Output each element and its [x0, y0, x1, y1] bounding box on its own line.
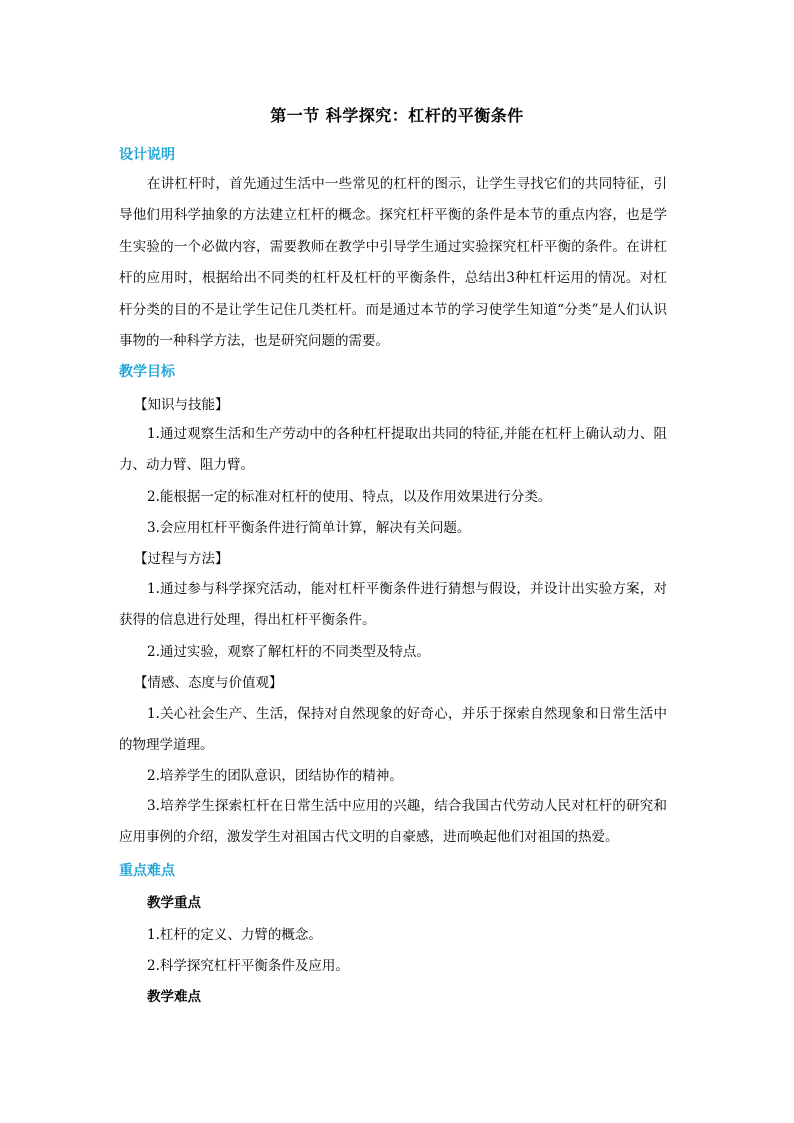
process-item-2: 2.通过实验，观察了解杠杆的不同类型及特点。	[147, 644, 430, 660]
emotion-item-3: 3.培养学生探索杠杆在日常生活中应用的兴趣，结合我国古代劳动人民对杠杆的研究和应用事例的介绍，激发学生对祖国古代文明的自豪感，进而唤起他们对祖国的热爱。	[119, 798, 667, 846]
emotion-item-2: 2.培养学生的团队意识，团结协作的精神。	[147, 768, 403, 784]
heading-key-difficult-points: 重点难点	[119, 863, 175, 879]
focus-item-2: 2.科学探究杠杆平衡条件及应用。	[147, 958, 349, 974]
focus-item-1: 1.杠杆的定义、力臂的概念。	[147, 927, 322, 943]
emotion-item-1: 1.关心社会生产、生活，保持对自然现象的好奇心，并乐于探索自然现象和日常生活中的物理学道理。	[119, 706, 667, 754]
design-notes-paragraph: 在讲杠杆时，首先通过生活中一些常见的杠杆的图示，让学生寻找它们的共同特征，引导他们用科学抽象的方法建立杠杆的概念。探究杠杆平衡的条件是本节的重点内容，也是学生实验的一个必做内容，需要教师在教学中引导学生通过实验探究杠杆平衡的条件。在讲杠杆的应用时，根据给出不同类的杠杆及杠杆的平衡条件，总结出3种杠杆运用的情况。对杠杆分类的目的不是让学生记住几类杠杆。而是通过本节的学习使学生知道“分类”是人们认识事物的一种科学方法，也是研究问题的需要。	[119, 176, 667, 350]
label-knowledge-skills: 【知识与技能】	[134, 397, 229, 413]
label-process-methods: 【过程与方法】	[134, 551, 229, 567]
label-teaching-focus: 教学重点	[147, 895, 201, 911]
knowledge-item-3: 3.会应用杠杆平衡条件进行简单计算，解决有关问题。	[147, 520, 471, 536]
label-emotion-values: 【情感、态度与价值观】	[134, 675, 283, 691]
process-item-1: 1.通过参与科学探究活动，能对杠杆平衡条件进行猜想与假设，并设计出实验方案，对获得的信息进行处理，得出杠杆平衡条件。	[119, 581, 667, 629]
knowledge-item-1: 1.通过观察生活和生产劳动中的各种杠杆提取出共同的特征,并能在杠杆上确认动力、阻力、动力臂、阻力臂。	[119, 426, 667, 474]
page-title: 第一节 科学探究：杠杆的平衡条件	[270, 106, 524, 125]
heading-design-notes: 设计说明	[119, 147, 175, 163]
label-teaching-difficulty: 教学难点	[147, 989, 201, 1005]
knowledge-item-2: 2.能根据一定的标准对杠杆的使用、特点，以及作用效果进行分类。	[147, 489, 552, 505]
heading-teaching-goals: 教学目标	[119, 364, 175, 380]
